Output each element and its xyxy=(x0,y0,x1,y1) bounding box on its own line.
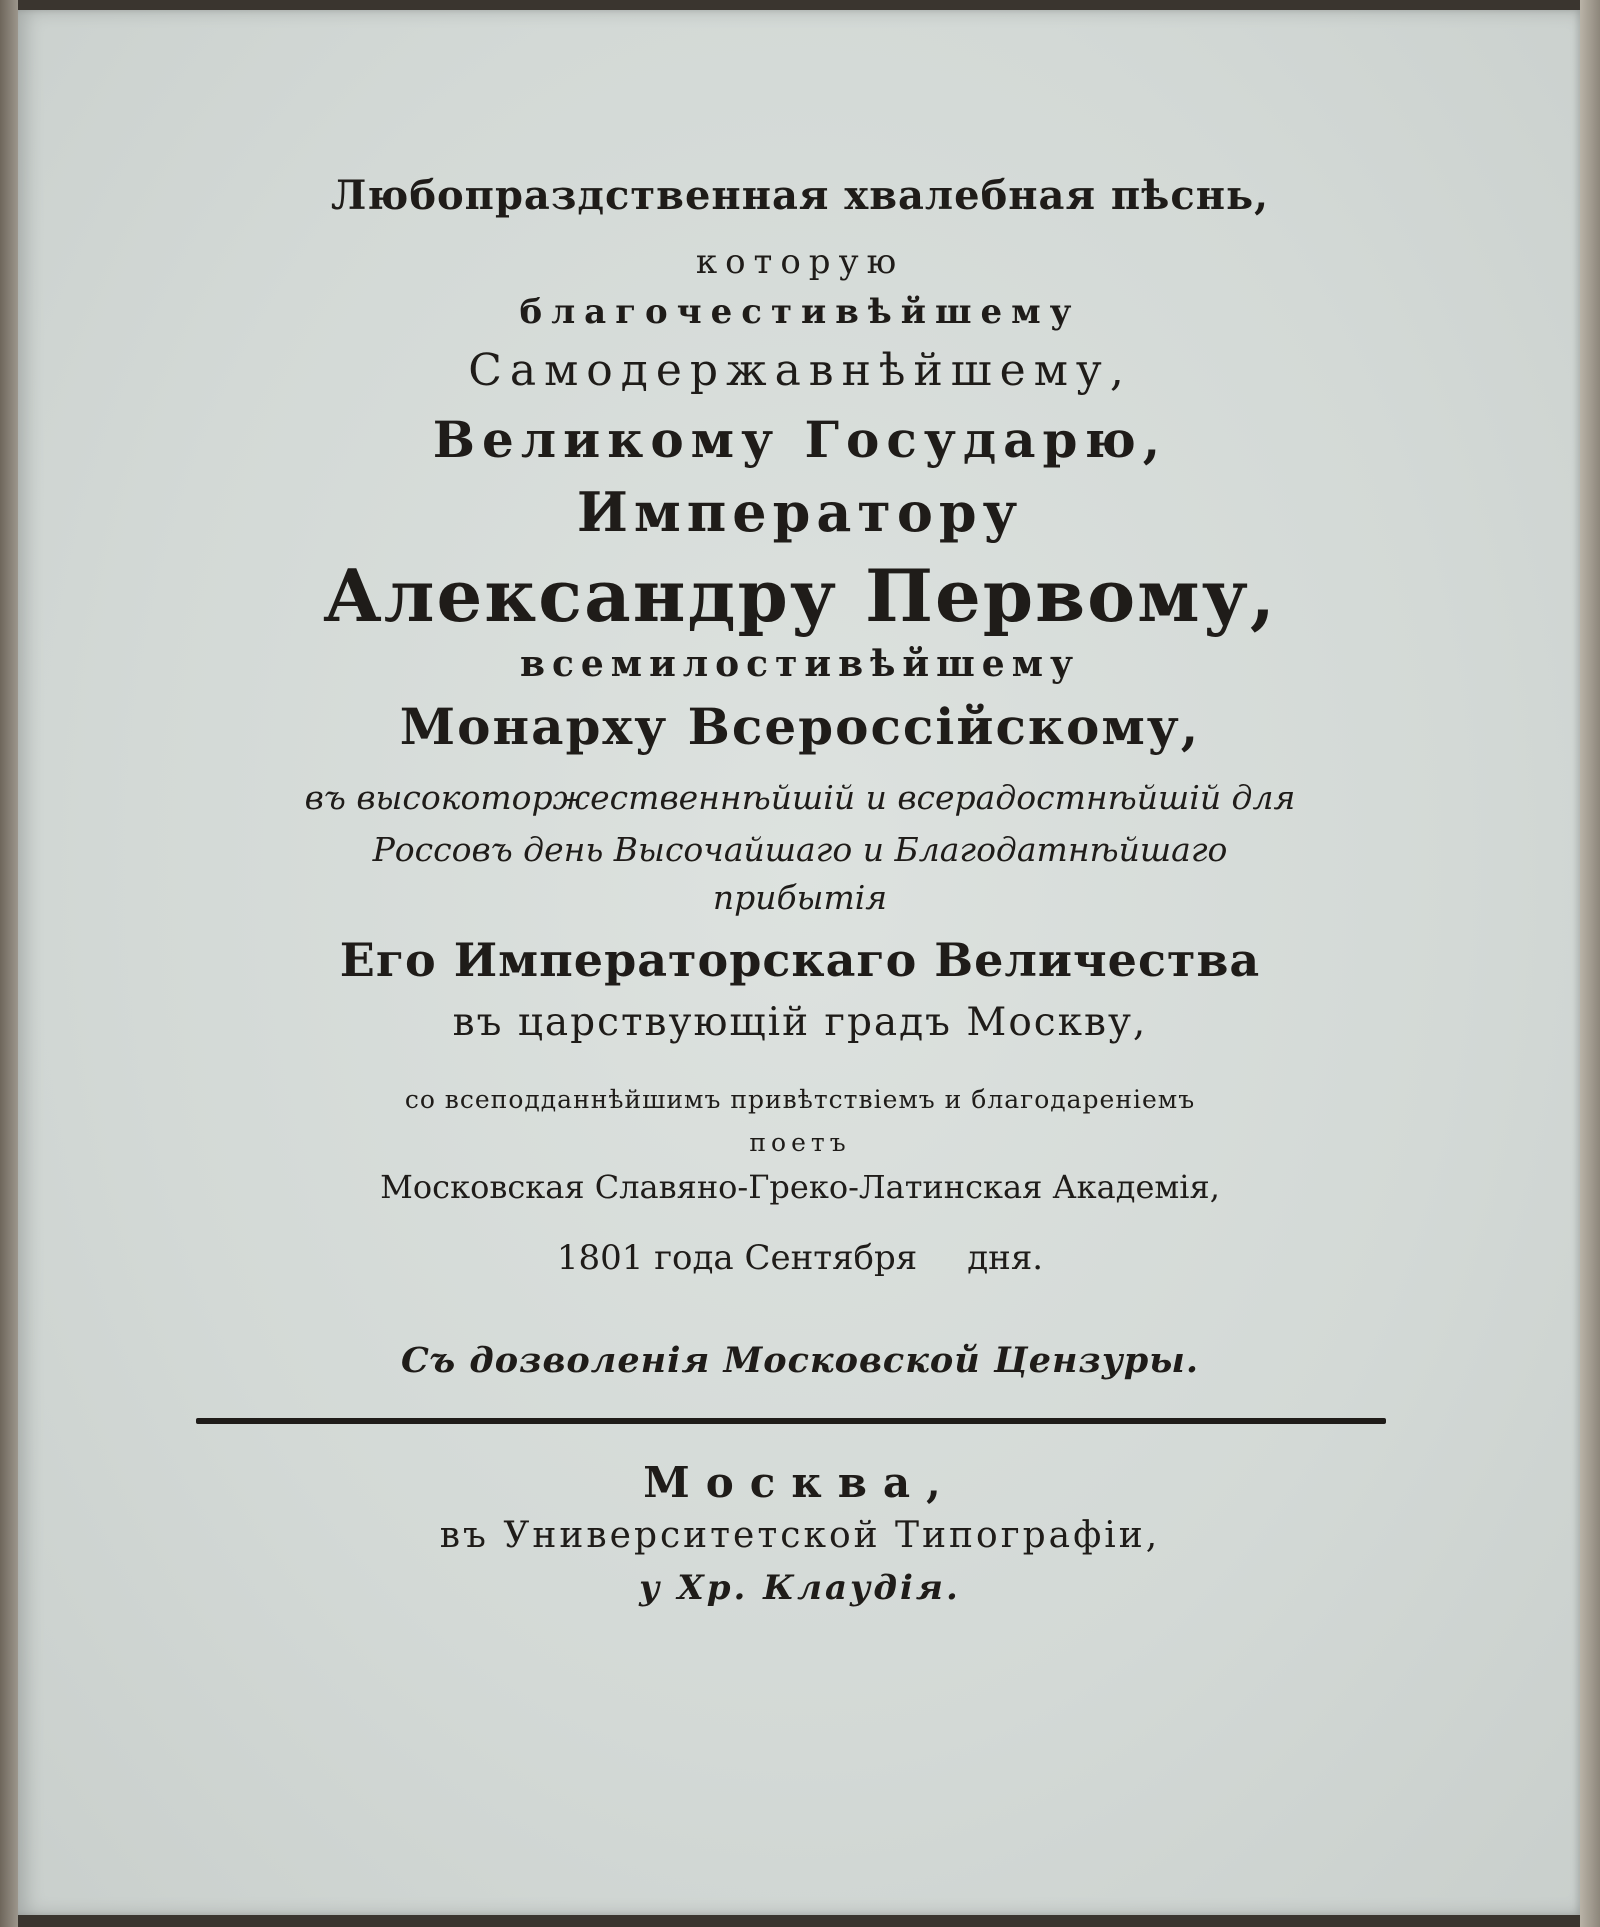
date-year: 1801 года Сентября xyxy=(556,1238,918,1278)
title-line: въ царствующій градъ Москву, xyxy=(452,1000,1148,1045)
title-line: Его Императорскаго Величества xyxy=(339,933,1261,987)
title-line: благочестивѣйшему xyxy=(519,292,1081,332)
title-line: Самодержавнѣйшему, xyxy=(468,345,1132,396)
title-line: поетъ xyxy=(749,1128,851,1157)
author-line: Московская Славяно-Греко-Латинская Академія, xyxy=(380,1168,1220,1206)
title-line: Любопраздственная хвалебная пѣснь, xyxy=(330,172,1270,219)
occasion-line: Россовъ день Высочайшаго и Благодатнѣйшаго xyxy=(372,830,1228,869)
title-line: Императору xyxy=(576,480,1024,544)
date-day: дня. xyxy=(967,1238,1044,1278)
dedicatee-name: Александру Первому, xyxy=(323,553,1277,638)
title-line: Монарху Всероссійскому, xyxy=(399,697,1201,756)
occasion-line: въ высокоторжественнѣйшій и всерадостнѣйшій для xyxy=(304,778,1296,817)
title-line: со всеподданнѣйшимъ привѣтствіемъ и благодареніемъ xyxy=(404,1085,1196,1114)
imprint-printer: у Хр. Клаудія. xyxy=(639,1568,961,1608)
title-line: всемилостивѣйшему xyxy=(519,643,1081,685)
imprint-press: въ Университетской Типографіи, xyxy=(439,1515,1161,1556)
occasion-line: прибытія xyxy=(712,878,888,917)
censorship-line: Съ дозволенія Московской Цензуры. xyxy=(400,1340,1200,1381)
date-line xyxy=(0,1238,1600,1278)
title-line: которую xyxy=(695,242,905,282)
imprint-city: Москва, xyxy=(643,1458,957,1507)
title-line: Великому Государю, xyxy=(432,410,1168,469)
horizontal-rule xyxy=(196,1418,1386,1424)
